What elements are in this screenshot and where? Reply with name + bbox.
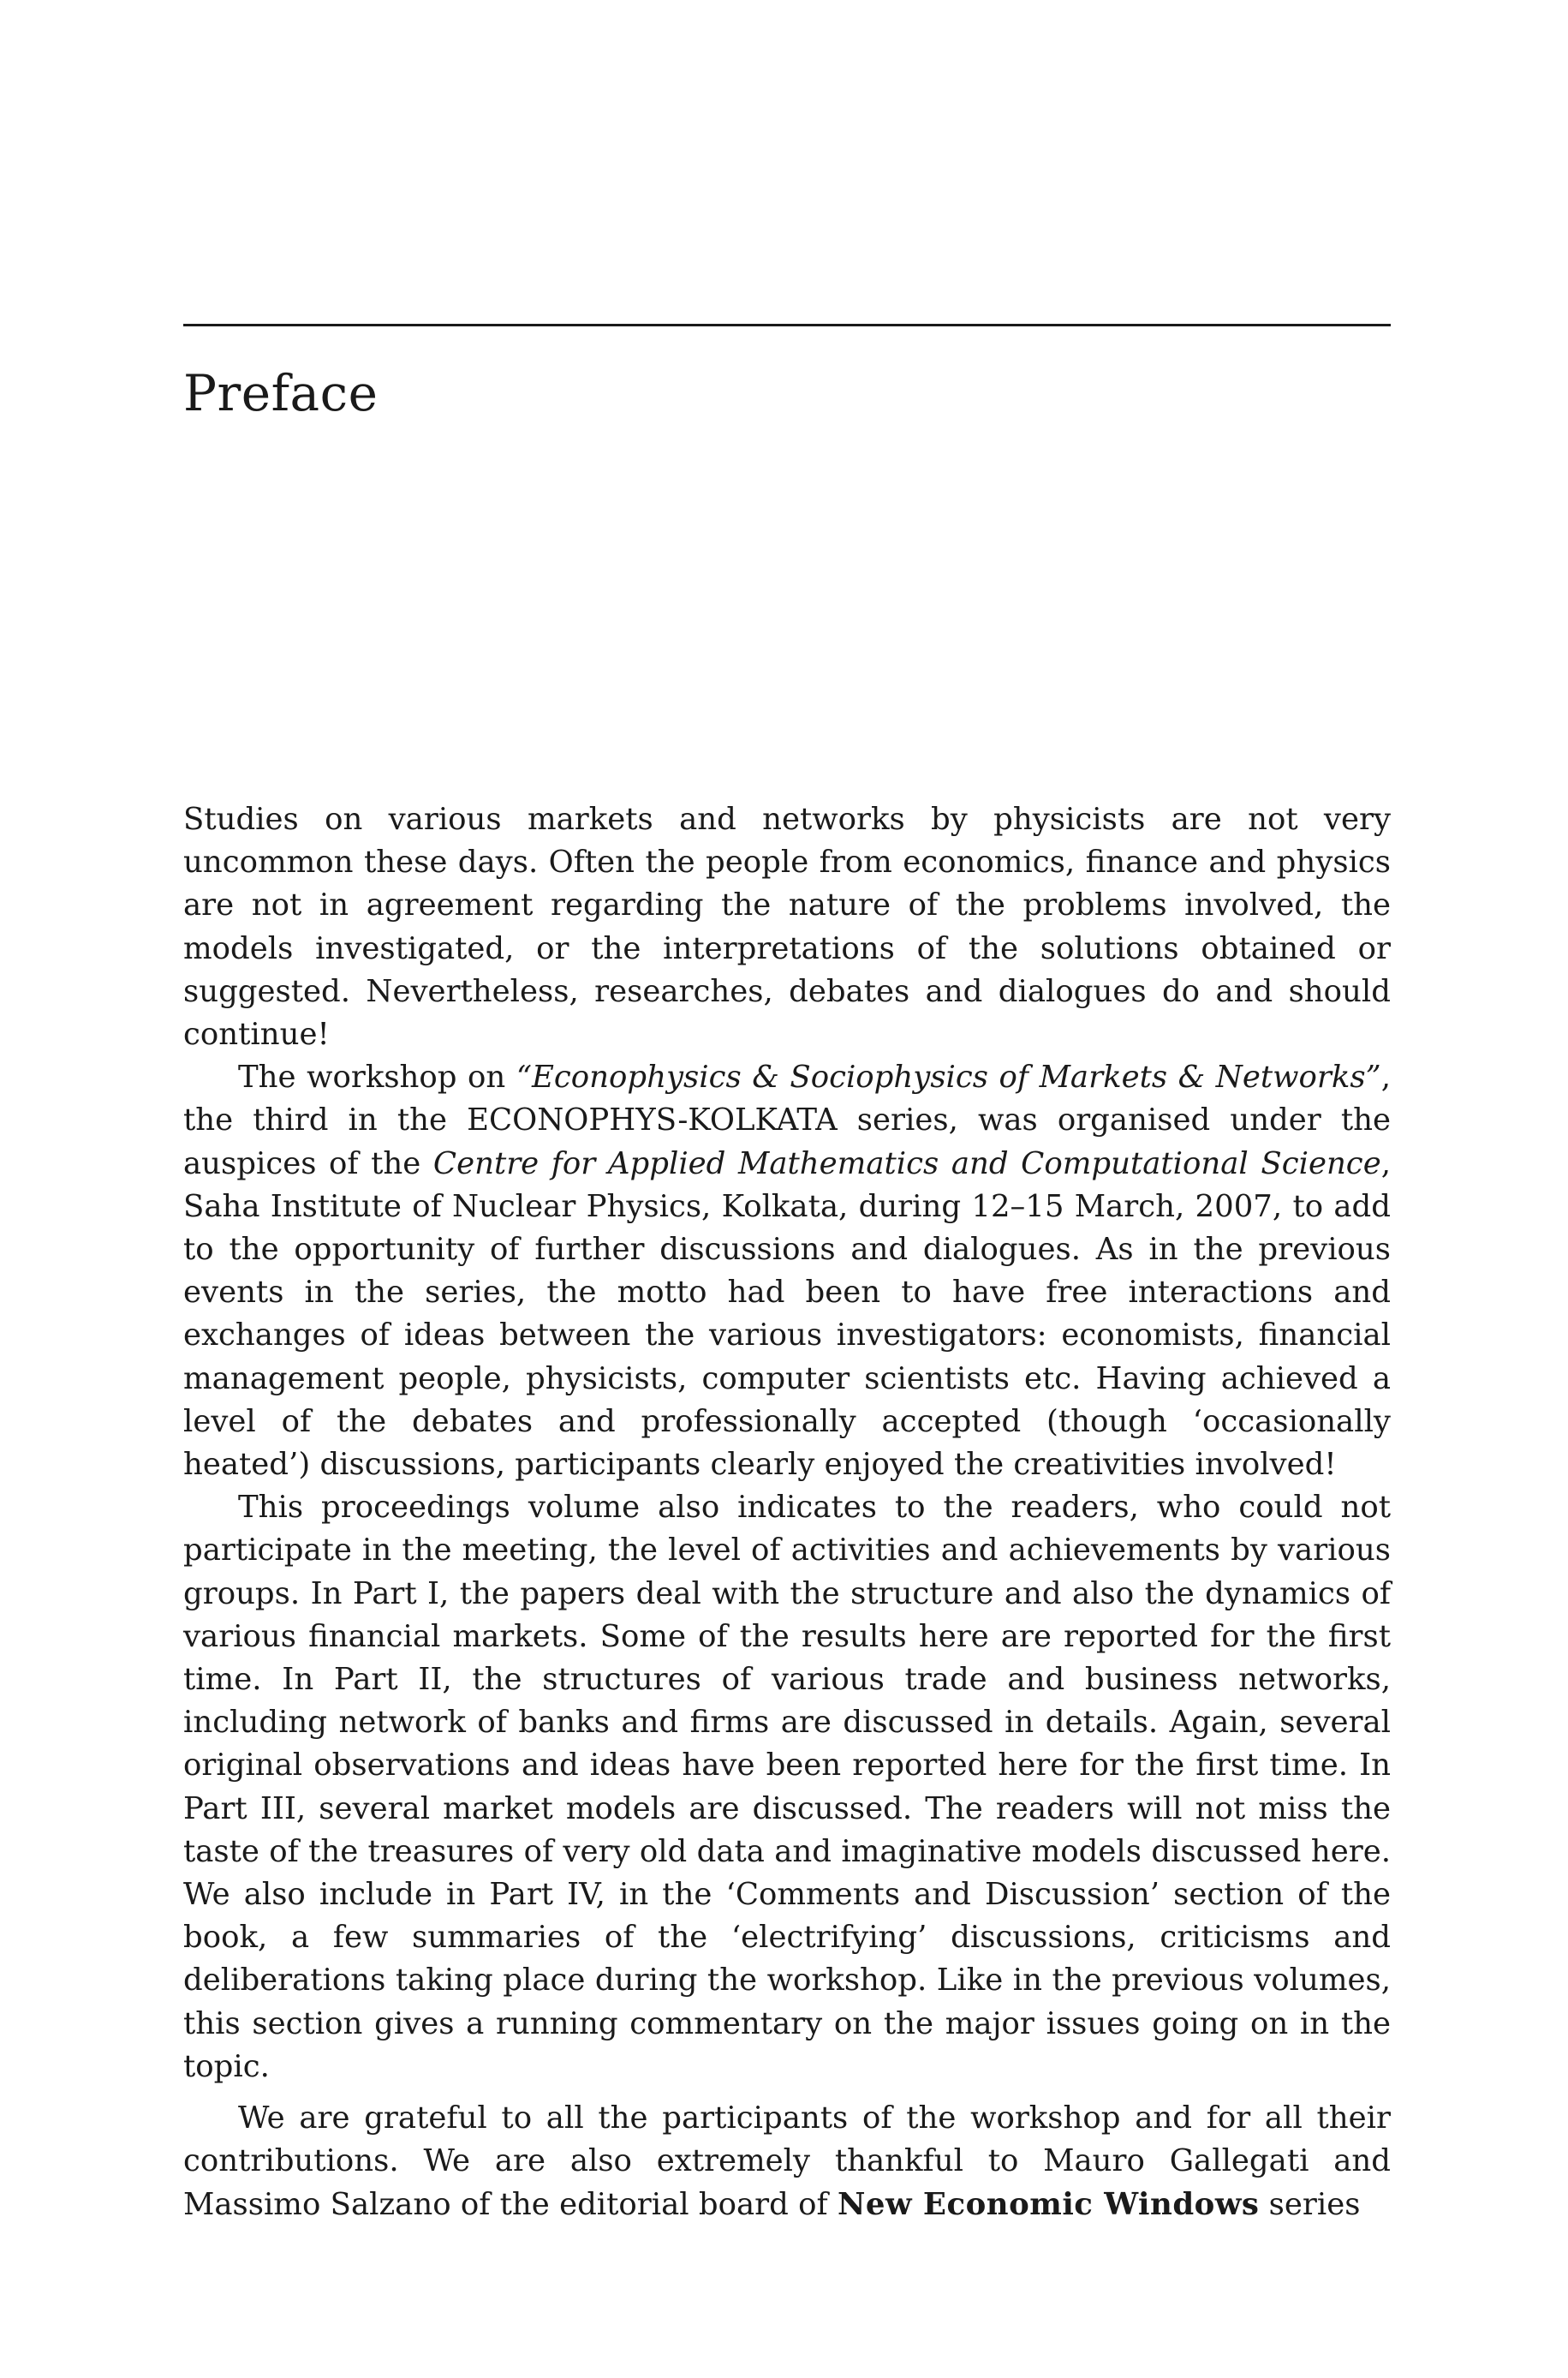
preface-body [183,798,1391,2226]
workshop-text-2: , the third in the ECONOPHYS-KOLKATA series, was organised under the auspices of the [183,1060,1391,1181]
paragraph-proceedings: This proceedings volume also indicates to the readers, who could not participate in the meeting, the level of activities and achievements by various groups. In Part I, the papers deal with the structure and also the dynamics of various financial markets. Some of the results here are reported for the first time. In Part II, the structures of various trade and business networks, including network of banks and firms are discussed in details. Again, several original observations and ideas have been reported here for the first time. In Part III, several market models are discussed. The readers will not miss the taste of the treasures of very old data and imaginative models discussed here. We also include in Part IV, in the ‘Comments and Discussion’ section of the book, a few summaries of the ‘electrifying’ discussions, criticisms and deliberations taking place during the workshop. Like in the previous volumes, this section gives a running commentary on the major issues going on in the topic. [183,1490,1391,2084]
workshop-text-1: The workshop on [238,1060,516,1096]
workshop-text-3: , Saha Institute of Nuclear Physics, Kolkata, during 12–15 March, 2007, to add to the opportunity of further discussions and dialogues. As in the previous events in the series, the motto had been to have free interactions and exchanges of ideas between the various investigators: economists, financial management people, physicists, computer scientists etc. Having achieved a level of the debates and professionally accepted (though ‘occasionally heated’) discussions, participants clearly enjoyed the creativities involved! [183,1145,1391,1483]
workshop-title: “Econophysics & Sociophysics of Markets & Networks” [516,1060,1381,1096]
page-title: Preface [183,364,379,422]
paragraph-workshop [183,1056,1391,1486]
preface-page [183,324,1391,2294]
series-name: New Economic Windows [837,2186,1260,2222]
title-rule [183,324,1391,326]
centre-name: Centre for Applied Mathematics and Computational Science [432,1145,1381,1181]
ack-text-1: We are grateful to all the participants of the workshop and for all their contributions. We are also extremely thankful to Mauro Gallegati and Massimo Salzano of the editorial board of [183,2100,1391,2222]
paragraph-intro: Studies on various markets and networks by physicists are not very uncommon these days. Often the people from economics, finance and physics are not in agreement regarding the nature of the problems involved, the models investigated, or the interpretations of the solutions obtained or suggested. Nevertheless, researches, debates and dialogues do and should continue! [183,802,1391,1053]
ack-text-2: series [1259,2186,1361,2222]
paragraph-acknowledgements [183,2097,1391,2226]
